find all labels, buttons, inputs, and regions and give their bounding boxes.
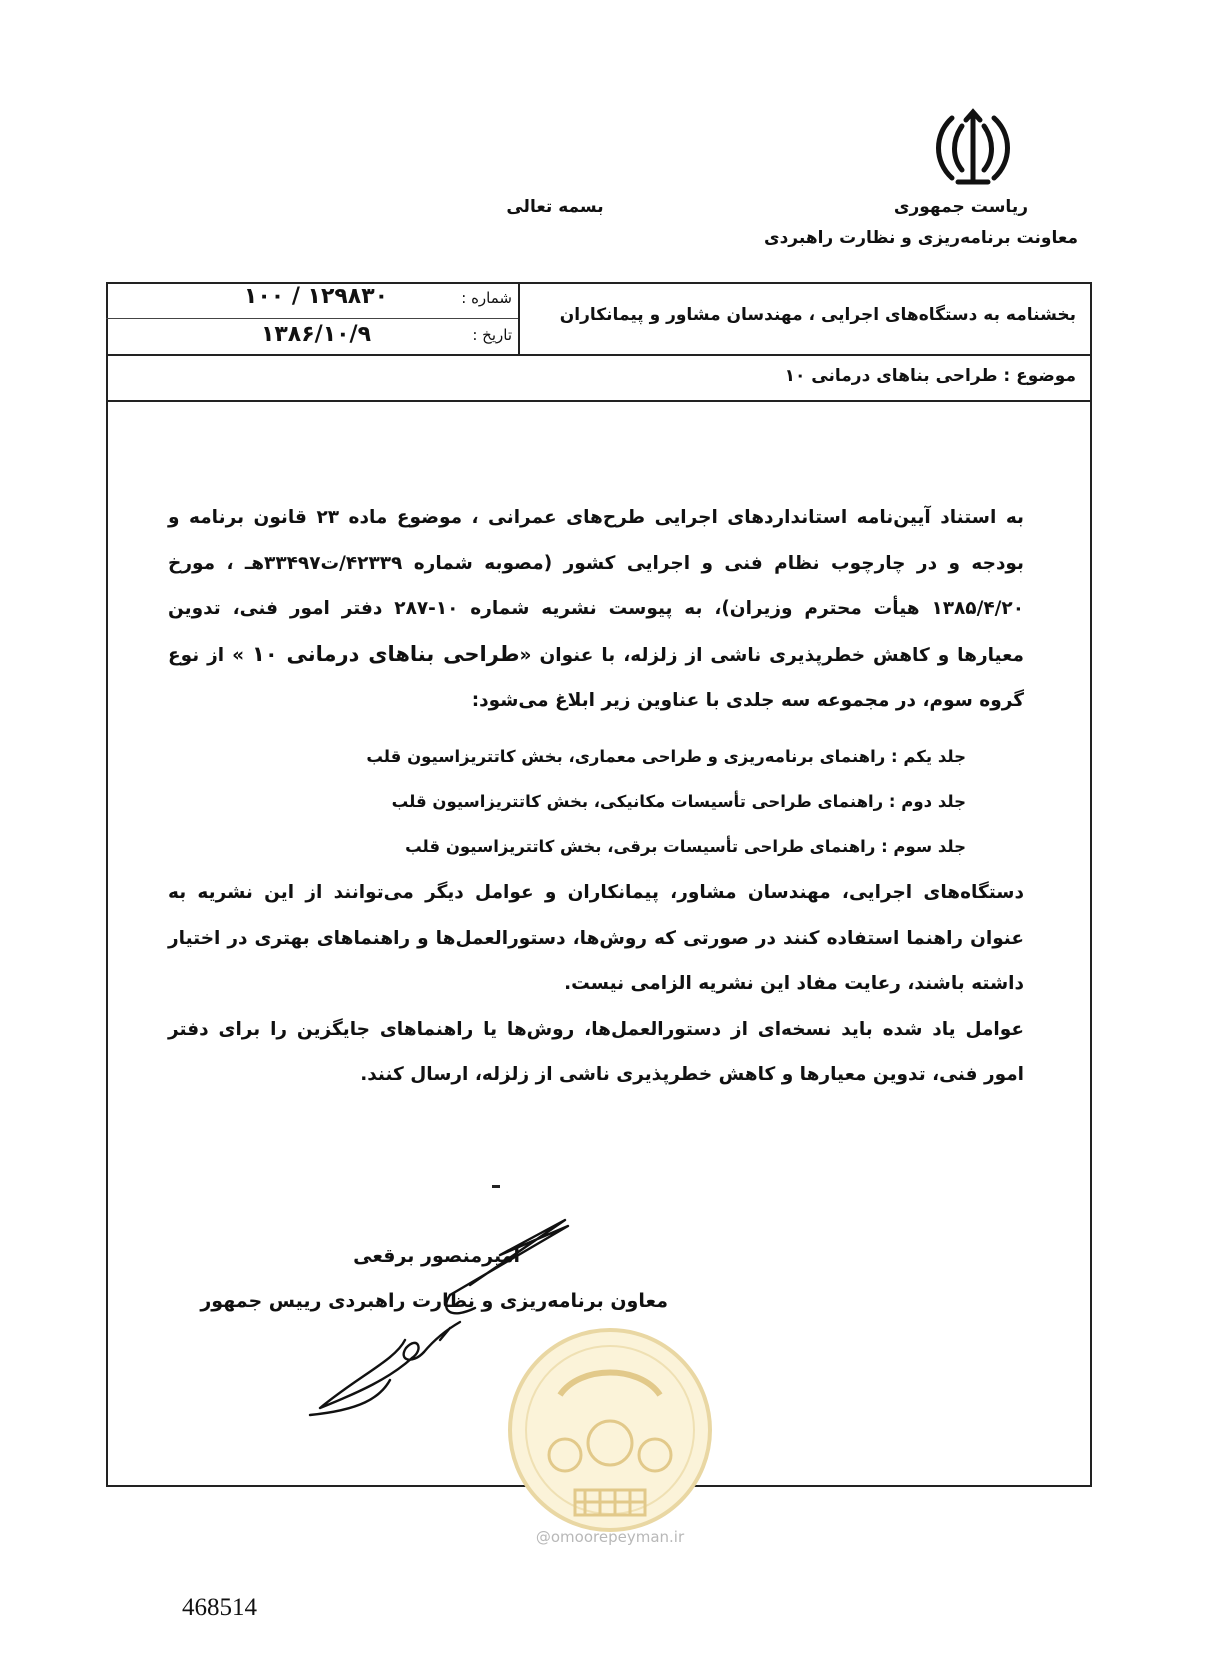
signatory-title: معاون برنامه‌ریزی و نظارت راهبردی رییس جمهور [200,1290,668,1312]
paragraph-1-text: به استناد آیین‌نامه استانداردهای اجرایی طرح‌های عمرانی ، موضوع ماده ۲۳ قانون برنامه و بودجه و در چارچوب نظام فنی و اجرایی کشور (مصوبه شماره ۴۲۳۳۹/ت۳۳۴۹۷هـ ، مورخ ۱۳۸۵/۴/۲۰ هیأت محترم وزیران)، به پیوست نشریه شماره ۱۰-۲۸۷ دفتر امور فنی، تدوین معیارها و کاهش خطرپذیری ناشی از زلزله، با عنوان « [168,507,1024,666]
letter-number: ۱۰۰ / ۱۲۹۸۳۰ [243,284,389,309]
mark [492,1185,500,1188]
frame-divider [106,400,1092,402]
watermark-seal-icon [505,1325,715,1535]
number-label: شماره : [461,289,512,307]
frame-divider [518,282,520,354]
volume-item: جلد سوم : راهنمای طراحی تأسیسات برقی، بخش کاتتریزاسیون قلب [405,837,966,856]
paragraph-1 [168,495,1024,724]
letter-body-continued [168,870,1024,1098]
paragraph-1-text-end: » از نوع گروه سوم، در مجموعه سه جلدی با عناوین زیر ابلاغ می‌شود: [168,644,1024,711]
bismillah-heading: بسمه تعالی [506,197,604,217]
signatory-name: امیرمنصور برقعی [353,1245,520,1267]
volume-item: جلد یکم : راهنمای برنامه‌ریزی و طراحی معماری، بخش کاتتریزاسیون قلب [366,747,966,766]
org-name-deputy: معاونت برنامه‌ریزی و نظارت راهبردی [764,228,1078,248]
publication-title: طراحی بناهای درمانی ۱۰ [252,641,520,666]
letter-body [168,495,1024,724]
document-number: 468514 [182,1594,257,1621]
letter-date: ۱۳۸۶/۱۰/۹ [260,322,372,347]
watermark-url: @omoorepeyman.ir [535,1528,685,1546]
volume-item: جلد دوم : راهنمای طراحی تأسیسات مکانیکی، بخش کاتتریزاسیون قلب [391,792,966,811]
subject-line: موضوع : طراحی بناهای درمانی ۱۰ [784,366,1076,386]
org-name-presidency: ریاست جمهوری [893,197,1028,217]
date-label: تاریخ : [472,326,512,344]
frame-divider [106,354,1092,356]
frame-divider [106,318,518,319]
paragraph-2: دستگاه‌های اجرایی، مهندسان مشاور، پیمانکاران و عوامل دیگر می‌توانند از این نشریه به عنوان راهنما استفاده کنند در صورتی که روش‌ها، دستورالعمل‌ها و راهنماهای بهتری در اختیار داشته باشند، رعایت مفاد این نشریه الزامی نیست. [168,882,1024,994]
iran-emblem-icon [928,108,1018,188]
recipient-line: بخشنامه به دستگاه‌های اجرایی ، مهندسان مشاور و پیمانکاران [559,305,1076,325]
paragraph-3: عوامل یاد شده باید نسخه‌ای از دستورالعمل‌ها، روش‌ها یا راهنماهای جایگزین را برای دفتر امور فنی، تدوین معیارها و کاهش خطرپذیری ناشی از زلزله، ارسال کنند. [168,1018,1024,1085]
